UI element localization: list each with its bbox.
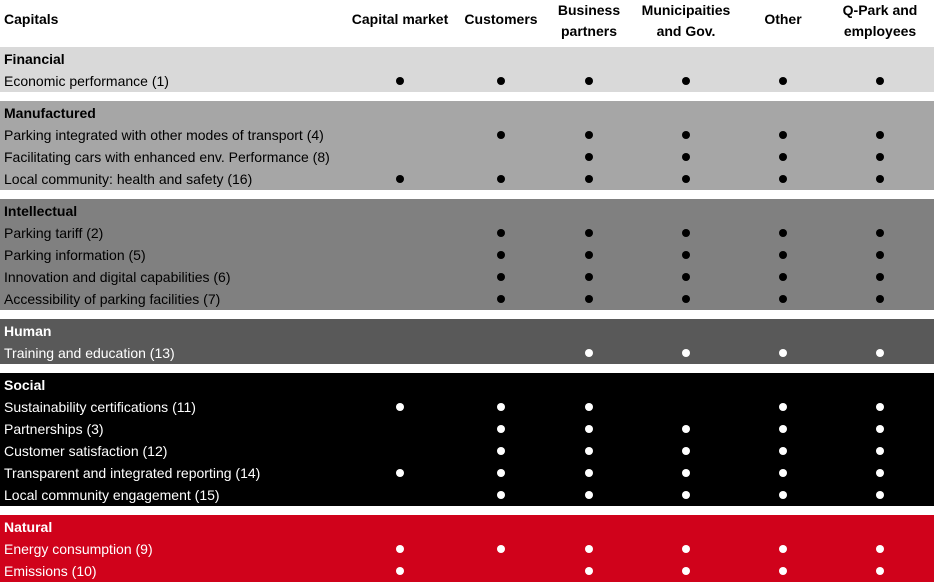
bullet-icon (876, 131, 884, 139)
table-row (0, 396, 934, 418)
bullet-icon (497, 425, 505, 433)
bullet-icon (779, 229, 787, 237)
bullet-icon (585, 491, 593, 499)
bullet-icon (779, 131, 787, 139)
bullet-icon (779, 175, 787, 183)
column-header-line: employees (843, 23, 917, 39)
bullet-icon (779, 469, 787, 477)
bullet-icon (682, 77, 690, 85)
row-label: Training and education (13) (4, 345, 175, 361)
bullet-icon (396, 545, 404, 553)
bullet-icon (497, 447, 505, 455)
row-label: Parking tariff (2) (4, 225, 104, 241)
bullet-icon (876, 425, 884, 433)
bullet-icon (779, 251, 787, 259)
bullet-icon (876, 469, 884, 477)
bullet-icon (876, 273, 884, 281)
table-row (0, 342, 934, 364)
bullet-icon (682, 273, 690, 281)
bullet-icon (876, 77, 884, 85)
bullet-icon (682, 567, 690, 575)
bullet-icon (682, 469, 690, 477)
section-title: Financial (4, 51, 65, 67)
table-row (0, 560, 934, 582)
bullet-icon (682, 447, 690, 455)
table-row (0, 440, 934, 462)
bullet-icon (876, 175, 884, 183)
bullet-icon (396, 469, 404, 477)
table-row (0, 168, 934, 190)
column-header-line: Q-Park and (842, 2, 918, 18)
bullet-icon (779, 295, 787, 303)
section-title: Social (4, 377, 46, 393)
row-label: Partnerships (3) (4, 421, 104, 437)
table-row (0, 244, 934, 266)
row-label: Economic performance (1) (4, 73, 169, 89)
bullet-icon (585, 469, 593, 477)
column-header (728, 9, 838, 30)
bullet-icon (585, 545, 593, 553)
bullet-icon (779, 403, 787, 411)
section-title: Human (4, 323, 52, 339)
bullet-icon (396, 567, 404, 575)
bullet-icon (876, 295, 884, 303)
table-row (0, 222, 934, 244)
column-header-line: partners (560, 23, 618, 39)
bullet-icon (779, 567, 787, 575)
bullet-icon (585, 131, 593, 139)
bullet-icon (497, 491, 505, 499)
bullet-icon (497, 77, 505, 85)
section-manufactured (0, 101, 934, 190)
bullet-icon (876, 153, 884, 161)
bullet-icon (876, 447, 884, 455)
section-human (0, 319, 934, 364)
bullet-icon (682, 251, 690, 259)
table-row (0, 288, 934, 310)
column-header (825, 0, 934, 42)
bullet-icon (682, 545, 690, 553)
bullet-icon (585, 425, 593, 433)
bullet-icon (585, 175, 593, 183)
section-intellectual (0, 199, 934, 310)
bullet-icon (497, 545, 505, 553)
column-header-line: Capital market (351, 11, 449, 27)
bullet-icon (682, 491, 690, 499)
bullet-icon (682, 153, 690, 161)
column-header (345, 9, 455, 30)
row-label: Accessibility of parking facilities (7) (4, 291, 221, 307)
bullet-icon (682, 349, 690, 357)
bullet-icon (682, 175, 690, 183)
bullet-icon (779, 425, 787, 433)
bullet-icon (396, 77, 404, 85)
bullet-icon (497, 175, 505, 183)
bullet-icon (396, 175, 404, 183)
bullet-icon (682, 295, 690, 303)
column-header (534, 0, 644, 42)
row-label: Parking information (5) (4, 247, 146, 263)
row-label: Innovation and digital capabilities (6) (4, 269, 231, 285)
row-label: Energy consumption (9) (4, 541, 153, 557)
section-title: Manufactured (4, 105, 96, 121)
table-row (0, 418, 934, 440)
bullet-icon (876, 251, 884, 259)
row-label: Local community engagement (15) (4, 487, 220, 503)
table-row (0, 124, 934, 146)
bullet-icon (585, 447, 593, 455)
bullet-icon (779, 153, 787, 161)
table-row (0, 462, 934, 484)
bullet-icon (585, 153, 593, 161)
bullet-icon (779, 77, 787, 85)
column-header-line: Other (764, 11, 802, 27)
bullet-icon (779, 273, 787, 281)
section-natural (0, 515, 934, 582)
bullet-icon (497, 295, 505, 303)
row-label: Customer satisfaction (12) (4, 443, 168, 459)
column-header (631, 0, 741, 42)
bullet-icon (876, 403, 884, 411)
bullet-icon (497, 469, 505, 477)
table-row (0, 146, 934, 168)
bullet-icon (585, 273, 593, 281)
bullet-icon (585, 295, 593, 303)
bullet-icon (396, 403, 404, 411)
bullet-icon (497, 273, 505, 281)
bullet-icon (585, 251, 593, 259)
table-header (0, 0, 934, 46)
row-label: Local community: health and safety (16) (4, 171, 253, 187)
bullet-icon (682, 229, 690, 237)
bullet-icon (497, 131, 505, 139)
column-header-line: and Gov. (656, 23, 716, 39)
bullet-icon (876, 229, 884, 237)
bullet-icon (876, 545, 884, 553)
bullet-icon (779, 447, 787, 455)
table-row (0, 538, 934, 560)
row-label: Parking integrated with other modes of transport (4) (4, 127, 324, 143)
row-label: Sustainability certifications (11) (4, 399, 196, 415)
bullet-icon (682, 131, 690, 139)
column-header-line: Business (557, 2, 621, 18)
bullet-icon (497, 251, 505, 259)
bullet-icon (779, 349, 787, 357)
bullet-icon (876, 567, 884, 575)
row-label: Emissions (10) (4, 563, 97, 579)
bullet-icon (585, 349, 593, 357)
row-label: Facilitating cars with enhanced env. Performance (8) (4, 149, 330, 165)
column-header-line: Customers (464, 11, 538, 27)
bullet-icon (497, 229, 505, 237)
table-row (0, 70, 934, 92)
table-row (0, 266, 934, 288)
section-title: Natural (4, 519, 53, 535)
column-header-line: Municipaities (641, 2, 731, 18)
bullet-icon (779, 491, 787, 499)
bullet-icon (497, 403, 505, 411)
table-row (0, 484, 934, 506)
bullet-icon (585, 567, 593, 575)
bullet-icon (682, 425, 690, 433)
bullet-icon (585, 403, 593, 411)
bullet-icon (585, 77, 593, 85)
row-label: Transparent and integrated reporting (14) (4, 465, 261, 481)
bullet-icon (779, 545, 787, 553)
section-social (0, 373, 934, 506)
bullet-icon (585, 229, 593, 237)
section-financial (0, 47, 934, 92)
bullet-icon (876, 349, 884, 357)
section-title: Intellectual (4, 203, 78, 219)
capitals-header: Capitals (4, 11, 59, 27)
bullet-icon (876, 491, 884, 499)
